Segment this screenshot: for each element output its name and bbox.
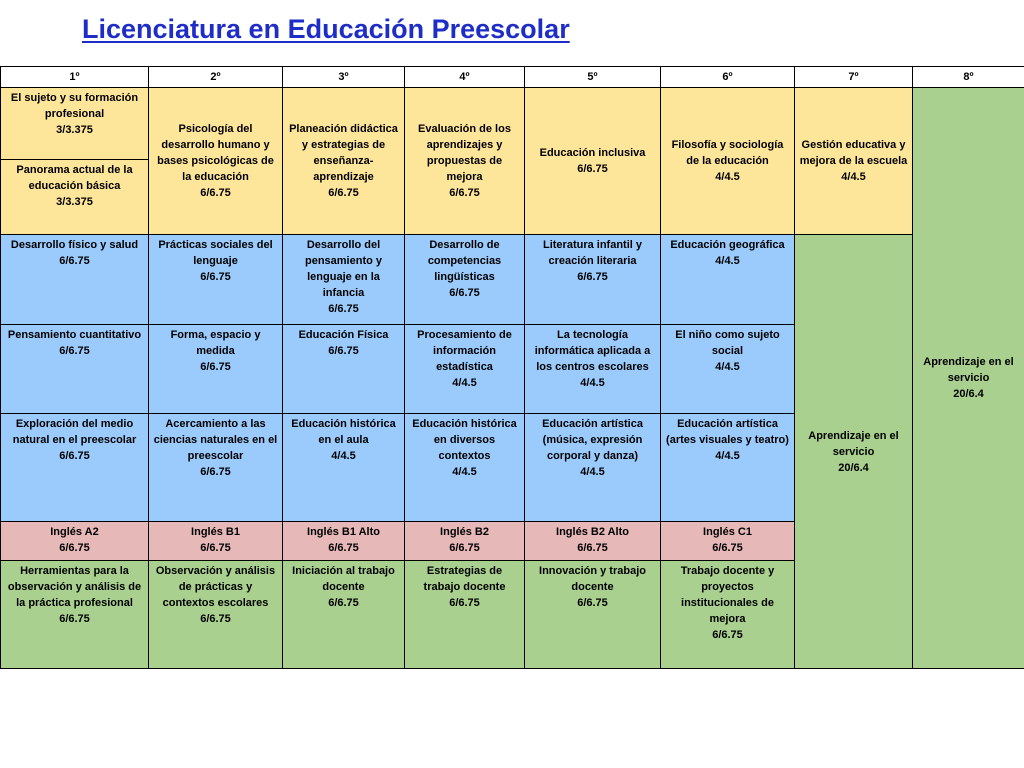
course-name: Desarrollo físico y salud [10,239,139,251]
course-cell [283,235,405,325]
course-credits: 4/4.5 [580,466,605,478]
course-name: Evaluación de los aprendizajes y propuestas de mejora [418,123,511,183]
course-name: Literatura infantil y creación literaria [542,239,643,267]
course-credits: 6/6.75 [200,361,231,373]
course-credits: 6/6.75 [577,163,608,175]
course-credits: 6/6.75 [328,345,359,357]
course-credits: 6/6.75 [328,303,359,315]
table-row [1,235,1024,325]
course-credits: 4/4.5 [715,171,740,183]
course-name: Inglés B2 [440,526,489,538]
course-name: Educación histórica en el aula [291,418,396,446]
course-name: Innovación y trabajo docente [539,565,646,593]
curriculum-map-table [0,66,1024,669]
course-cell [1,325,149,414]
course-name: Educación artística (artes visuales y teatro) [666,418,789,446]
course-name: Inglés B2 Alto [556,526,629,538]
course-credits: 6/6.75 [577,597,608,609]
course-credits: 6/6.75 [200,613,231,625]
course-cell [283,88,405,235]
course-name: Educación histórica en diversos contextos [412,418,517,462]
course-credits: 4/4.5 [715,255,740,267]
course-name: Aprendizaje en el servicio [923,356,1014,384]
course-cell [1,160,149,235]
semester-header: 6º [661,67,795,88]
semester-header: 4º [405,67,525,88]
semester-header: 1º [1,67,149,88]
course-credits: 6/6.75 [577,271,608,283]
course-cell [283,561,405,669]
course-cell [1,235,149,325]
course-cell [525,325,661,414]
course-credits: 4/4.5 [715,361,740,373]
course-cell [405,235,525,325]
course-cell [405,325,525,414]
semester-header: 2º [149,67,283,88]
course-cell [795,235,913,669]
course-name: Exploración del medio natural en el preescolar [12,418,137,446]
table-row [1,88,1024,160]
course-name: Educación geográfica [670,239,785,251]
course-cell [149,325,283,414]
course-name: El sujeto y su formación profesional [10,92,139,120]
course-credits: 4/4.5 [841,171,866,183]
semester-header: 7º [795,67,913,88]
course-name: Planeación didáctica y estrategias de enseñanza-aprendizaje [289,123,398,183]
course-name: Aprendizaje en el servicio [808,429,899,458]
course-credits: 6/6.75 [449,287,480,299]
course-cell [661,561,795,669]
course-cell [1,522,149,561]
course-cell [661,88,795,235]
course-cell [795,88,913,235]
course-name: Inglés B1 [191,526,240,538]
course-cell [405,561,525,669]
course-cell [661,325,795,414]
course-cell [149,522,283,561]
semester-header: 8º [913,67,1024,88]
course-name: Iniciación al trabajo docente [292,565,395,593]
course-cell [283,414,405,522]
course-credits: 3/3.375 [56,196,93,208]
course-cell [525,522,661,561]
course-cell [149,235,283,325]
course-name: Psicología del desarrollo humano y bases psicológicas de la educación [157,123,274,183]
course-name: Estrategias de trabajo docente [423,565,506,593]
course-name: Observación y análisis de prácticas y contextos escolares [155,565,276,609]
course-credits: 6/6.75 [200,271,231,283]
course-name: Inglés B1 Alto [307,526,380,538]
course-name: Prácticas sociales del lenguaje [158,239,273,267]
course-cell [149,88,283,235]
course-credits: 6/6.75 [328,542,359,554]
semester-header: 3º [283,67,405,88]
course-cell [1,414,149,522]
course-cell [149,414,283,522]
course-credits: 6/6.75 [200,466,231,478]
semester-header-row [1,67,1024,88]
course-credits: 6/6.75 [59,613,90,625]
course-name: La tecnología informática aplicada a los centros escolares [534,329,651,373]
page-title: Licenciatura en Educación Preescolar [82,14,570,44]
course-name: Inglés A2 [50,526,99,538]
course-credits: 6/6.75 [577,542,608,554]
course-cell [405,414,525,522]
course-cell [1,561,149,669]
course-cell [1,88,149,160]
course-credits: 3/3.375 [56,124,93,136]
course-credits: 6/6.75 [712,542,743,554]
course-cell [525,414,661,522]
course-credits: 6/6.75 [59,450,90,462]
course-cell [525,235,661,325]
course-credits: 4/4.5 [331,450,356,462]
course-name: Desarrollo de competencias lingüísticas [427,239,502,283]
course-credits: 6/6.75 [449,187,480,199]
course-name: Forma, espacio y medida [170,329,261,357]
course-name: Inglés C1 [703,526,752,538]
course-credits: 6/6.75 [59,255,90,267]
course-credits: 20/6.4 [838,461,869,474]
course-credits: 20/6.4 [953,388,984,400]
course-credits: 6/6.75 [59,345,90,357]
course-cell [661,522,795,561]
course-cell [405,88,525,235]
course-credits: 6/6.75 [712,629,743,641]
course-credits: 6/6.75 [449,597,480,609]
course-credits: 6/6.75 [200,187,231,199]
course-credits: 6/6.75 [328,597,359,609]
course-name: Acercamiento a las ciencias naturales en el preescolar [153,418,278,462]
course-name: Panorama actual de la educación básica [16,164,133,192]
course-cell [661,235,795,325]
course-name: Pensamiento cuantitativo [7,329,142,341]
course-credits: 6/6.75 [59,542,90,554]
semester-header: 5º [525,67,661,88]
course-name: Gestión educativa y mejora de la escuela [799,139,908,167]
course-name: Procesamiento de información estadística [417,329,512,373]
course-cell [913,88,1024,669]
course-name: Filosofía y sociología de la educación [671,139,784,167]
course-name: Educación Física [298,329,389,341]
course-credits: 6/6.75 [449,542,480,554]
course-cell [525,561,661,669]
course-name: Herramientas para la observación y análisis de la práctica profesional [7,565,142,609]
course-cell [149,561,283,669]
course-credits: 6/6.75 [200,542,231,554]
course-cell [525,88,661,235]
course-cell [661,414,795,522]
course-cell [283,325,405,414]
course-name: Desarrollo del pensamiento y lenguaje en la infancia [304,239,383,299]
course-cell [283,522,405,561]
course-credits: 4/4.5 [452,377,477,389]
course-credits: 4/4.5 [580,377,605,389]
course-name: El niño como sujeto social [675,329,780,357]
course-credits: 4/4.5 [452,466,477,478]
course-name: Trabajo docente y proyectos institucionales de mejora [680,565,775,625]
course-name: Educación inclusiva [539,147,646,159]
course-name: Educación artística (música, expresión corporal y danza) [542,418,643,462]
course-cell [405,522,525,561]
course-credits: 6/6.75 [328,187,359,199]
course-credits: 4/4.5 [715,450,740,462]
